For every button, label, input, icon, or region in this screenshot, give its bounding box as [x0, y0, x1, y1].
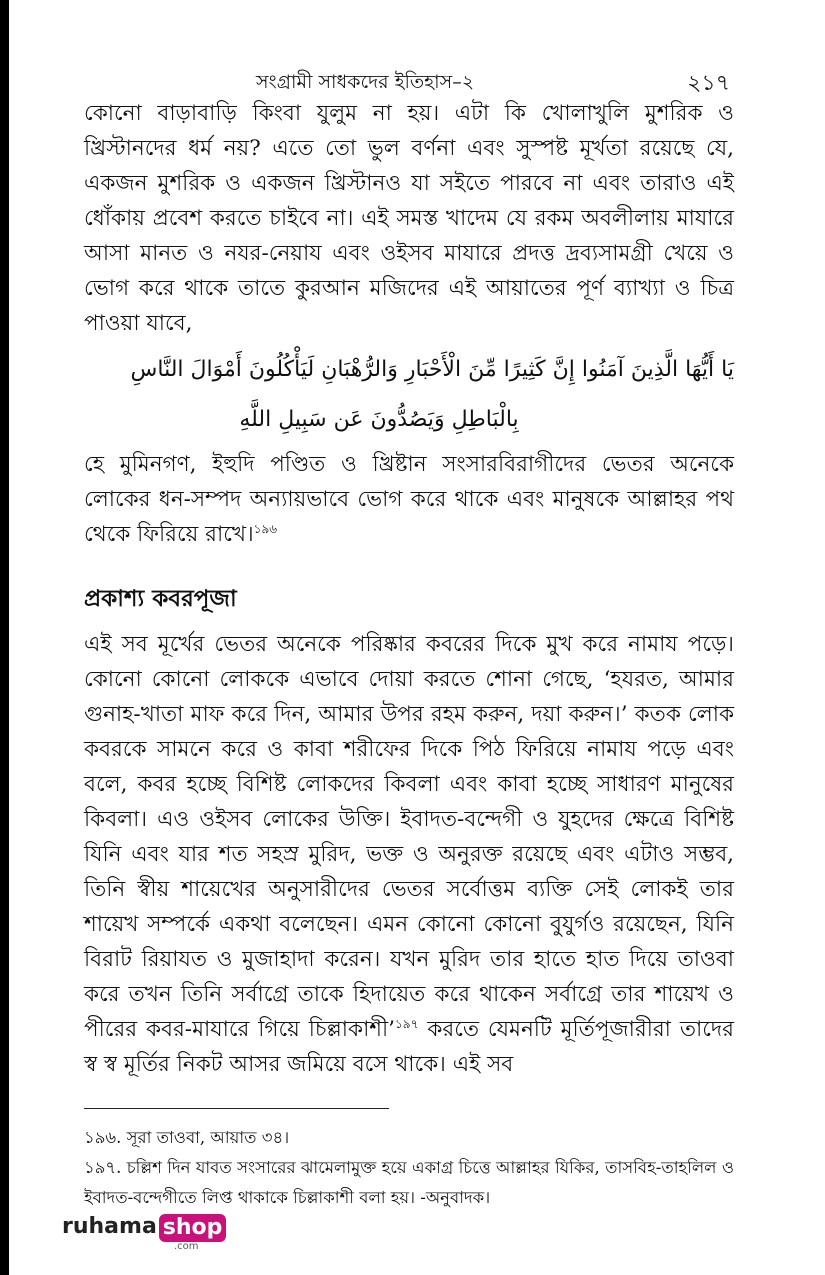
footnote-ref: ১৯৭	[395, 1016, 419, 1031]
book-title: সংগ্রামী সাধকদের ইতিহাস–২	[256, 71, 475, 93]
page-number: ২১৭	[687, 71, 730, 96]
paragraph: কোনো বাড়াবাড়ি কিংবা যুলুম না হয়। এটা কি খোলাখুলি মুশরিক ও খ্রিস্টানদের ধর্ম নয়? এতে তো ভুল বর্ণনা এবং সুস্পষ্ট মূর্খতা রয়েছে যে, একজন মুশরিক ও একজন খ্রিস্টানও যা সইতে পারবে না এবং তারাও এই ধোঁকায় প্রবেশ করতে চাইবে না। এই সমস্ত খাদেম যে রকম অবলীলায় মাযারে আসা মানত ও নযর-নেয়ায এবং ওইসব মাযারে প্রদত্ত দ্রব্যসামগ্রী খেয়ে ও ভোগ করে থাকে তাতে কুরআন মজিদের এই আয়াতের পূর্ণ ব্যাখ্যা ও চিত্র পাওয়া যাবে,	[84, 101, 734, 336]
watermark-logo	[62, 1214, 226, 1252]
footnote-divider	[84, 1108, 389, 1109]
logo-brand: ruhama	[62, 1214, 157, 1239]
running-header	[84, 60, 734, 96]
section-heading: প্রকাশ্য কবরপূজা	[84, 586, 237, 612]
footnote-ref: ১৯৬	[253, 521, 278, 536]
page-edge-bar	[0, 0, 9, 1275]
logo-shop-box: shop	[159, 1214, 227, 1242]
footnote: ১৯৭. চল্লিশ দিন যাবত সংসারের ঝামেলামুক্ত হয়ে একাগ্র চিত্তে আল্লাহর যিকির, তাসবিহ-তাহলিল ও ইবাদত-বন্দেগীতে লিপ্ত থাকাকে চিল্লাকাশী বলা হয়। -অনুবাদক।	[84, 1158, 734, 1207]
paragraph-text: করতে যেমনটি মূর্তিপূজারীরা তাদের স্ব স্ব মূর্তির নিকট আসর জমিয়ে বসে থাকে। এই সব	[84, 1017, 734, 1077]
paragraph-text: এই সব মূর্খের ভেতর অনেকে পরিষ্কার কবরের দিকে মুখ করে নামায পড়ে। কোনো কোনো লোককে এভাবে দোয়া করতে শোনা গেছে, ‘হযরত, আমার গুনাহ-খাতা মাফ করে দিন, আমার উপর রহম করুন, দয়া করুন।’ কতক লোক কবরকে সামনে করে ও কাবা শরীফের দিকে পিঠ ফিরিয়ে নামায পড়ে এবং বলে, কবর হচ্ছে বিশিষ্ট লোকদের কিবলা এবং কাবা হচ্ছে সাধারণ মানুষের কিবলা। এও ওইসব লোকের উক্তি। ইবাদত-বন্দেগী ও যুহদের ক্ষেত্রে বিশিষ্ট যিনি এবং যার শত সহস্র মুরিদ, ভক্ত ও অনুরক্ত রয়েছে এবং এটাও সম্ভব, তিনি স্বীয় শায়েখের অনুসারীদের ভেতর সর্বোত্তম ব্যক্তি সেই লোকই তার শায়েখ সম্পর্কে একথা বলেছেন। এমন কোনো কোনো বুযুর্গও রয়েছেন, যিনি বিরাট রিয়াযত ও মুজাহাদা করেন। যখন মুরিদ তার হাতে হাত দিয়ে তাওবা করে তখন তিনি সর্বাগ্রে তাকে হিদায়েত করে থাকেন সর্বাগ্রে তার শায়েখ ও পীরের কবর-মাযারে গিয়ে চিল্লাকাশী’	[84, 632, 734, 1042]
logo-domain: .com	[174, 1241, 199, 1252]
quran-ayah-line: بِالْبَاطِلِ وَيَصُدُّونَ عَن سَبِيلِ اللَّهِ	[239, 407, 519, 432]
footnote: ১৯৬. সূরা তাওবা, আয়াত ৩৪।	[84, 1128, 290, 1147]
paragraph	[84, 627, 734, 1082]
translation-text: হে মুমিনগণ, ইহুদি পণ্ডিত ও খ্রিষ্টান সংসারবিরাগীদের ভেতর অনেকে লোকের ধন-সম্পদ অন্যায়ভাবে ভোগ করে থাকে এবং মানুষকে আল্লাহর পথ থেকে ফিরিয়ে রাখে।	[84, 452, 734, 547]
quran-ayah-line: يَا أَيُّهَا الَّذِينَ آمَنُوا إِنَّ كَثِيرًا مِّنَ الْأَحْبَارِ وَالرُّهْبَانِ لَيَأْكُلُونَ أَمْوَالَ النَّاسِ	[130, 357, 734, 382]
book-page	[84, 60, 734, 1213]
ayah-translation	[84, 447, 734, 552]
